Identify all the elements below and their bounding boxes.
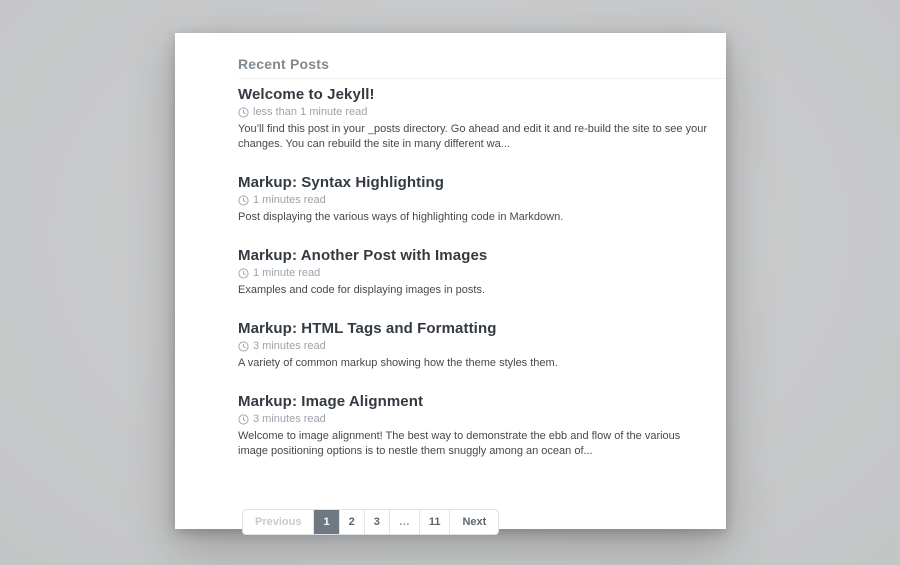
- post-excerpt: Post displaying the various ways of highlighting code in Markdown.: [238, 211, 564, 223]
- post-item: [238, 320, 726, 371]
- post-item: [238, 393, 726, 459]
- post-meta: [238, 340, 726, 352]
- post-meta: [238, 413, 726, 425]
- post-read-time: 3 minutes read: [253, 413, 326, 425]
- content-card: [175, 33, 726, 529]
- post-item: [238, 174, 726, 225]
- post-title-link[interactable]: Markup: Image Alignment: [238, 393, 424, 410]
- post-read-time: less than 1 minute read: [253, 106, 368, 118]
- clock-icon: [238, 414, 249, 425]
- post-title-link[interactable]: Welcome to Jekyll!: [238, 86, 375, 103]
- pagination-ellipsis: …: [389, 510, 419, 534]
- post-excerpt: Examples and code for displaying images in posts.: [238, 284, 486, 296]
- post-title-link[interactable]: Markup: HTML Tags and Formatting: [238, 320, 497, 337]
- post-read-time: 1 minute read: [253, 267, 321, 279]
- post-list: [238, 86, 726, 459]
- post-read-time: 1 minutes read: [253, 194, 326, 206]
- pagination-page-2[interactable]: 2: [339, 510, 364, 534]
- pagination-page-11[interactable]: 11: [419, 510, 450, 534]
- pagination: [242, 509, 499, 535]
- post-meta: [238, 106, 726, 118]
- post-read-time: 3 minutes read: [253, 340, 326, 352]
- post-item: [238, 247, 726, 298]
- pagination-page-1[interactable]: 1: [313, 510, 338, 534]
- post-title-link[interactable]: Markup: Another Post with Images: [238, 247, 488, 264]
- pagination-page-3[interactable]: 3: [364, 510, 389, 534]
- post-title-link[interactable]: Markup: Syntax Highlighting: [238, 174, 445, 191]
- clock-icon: [238, 268, 249, 279]
- page-title: Recent Posts: [238, 56, 330, 72]
- post-item: [238, 86, 726, 152]
- pagination-previous-button[interactable]: Previous: [255, 516, 302, 528]
- clock-icon: [238, 341, 249, 352]
- post-excerpt: Welcome to image alignment! The best way to demonstrate the ebb and flow of the various image positioning options is to nestle them snuggly among an ocean of...: [238, 430, 681, 457]
- clock-icon: [238, 107, 249, 118]
- pagination-next-button[interactable]: Next: [449, 510, 498, 534]
- clock-icon: [238, 195, 249, 206]
- heading-divider: [238, 78, 726, 79]
- recent-posts-section: [175, 33, 726, 535]
- post-excerpt: A variety of common markup showing how the theme styles them.: [238, 357, 558, 369]
- post-excerpt: You’ll find this post in your _posts directory. Go ahead and edit it and re-build the site to see your changes. You can rebuild the site in many different wa...: [238, 123, 707, 150]
- post-meta: [238, 267, 726, 279]
- post-meta: [238, 194, 726, 206]
